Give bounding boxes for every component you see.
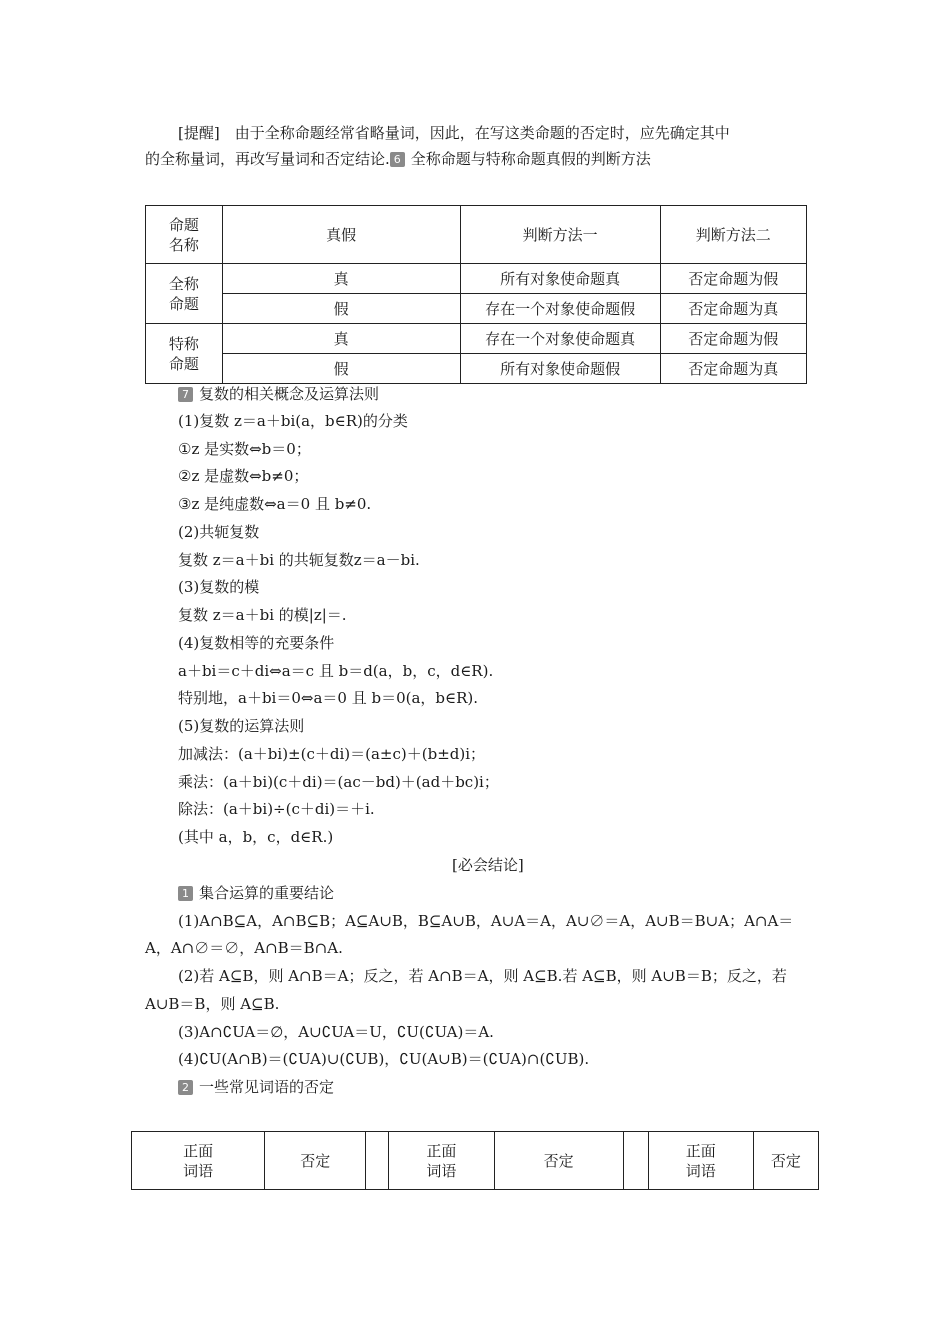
complex-line: (5)复数的运算法则: [178, 717, 305, 735]
complex-line: 加减法：(a＋bi)±(c＋di)＝(a±c)＋(b±d)i；: [178, 745, 486, 763]
complex-line: (2)共轭复数: [178, 523, 260, 541]
table2-spacer: [623, 1132, 648, 1190]
complex-line: 特别地，a＋bi＝0⇔a＝0 且 b＝0(a，b∈R).: [178, 689, 479, 707]
table2-header-positive: 正面 词语: [132, 1132, 265, 1190]
table2-header-positive: 正面 词语: [389, 1132, 494, 1190]
table1-cell: 假: [222, 294, 460, 324]
complex-line: (1)复数 z＝a＋bi(a，b∈R)的分类: [178, 412, 408, 430]
table1-cell: 存在一个对象使命题真: [460, 324, 660, 354]
set-line: (4)∁U(A∩B)＝(∁UA)∪(∁UB)，∁U(A∪B)＝(∁UA)∩(∁UB).: [178, 1050, 590, 1068]
section-7-title: 复数的相关概念及运算法则: [199, 385, 380, 403]
reminder-line-2-text: 的全称量词，再改写量词和否定结论.: [145, 150, 390, 168]
complex-line: ②z 是虚数⇔b≠0；: [178, 467, 309, 485]
section-6-title: 全称命题与特称命题真假的判断方法: [410, 150, 651, 168]
set-line: (1)A∩B⊆A，A∩B⊆B；A⊆A∪B，B⊆A∪B，A∪A＝A，A∪∅＝A，A∪B＝B∪A；A∩A＝: [178, 912, 794, 930]
complex-line: a＋bi＝c＋di⇔a＝c 且 b＝d(a，b，c，d∈R).: [178, 662, 494, 680]
table1-header-method1: 判断方法一: [460, 206, 660, 264]
set-line: (3)A∩∁UA＝∅，A∪∁UA＝U，∁U(∁UA)＝A.: [178, 1023, 494, 1041]
complex-line: 复数 z＝a＋bi 的共轭复数z＝a－bi.: [178, 551, 420, 569]
table2-header-negation: 否定: [265, 1132, 366, 1190]
set-line: A∪B＝B，则 A⊆B.: [145, 995, 280, 1013]
table1-cell: 真: [222, 264, 460, 294]
complex-line: 复数 z＝a＋bi 的模|z|＝.: [178, 606, 347, 624]
complex-line: (4)复数相等的充要条件: [178, 634, 335, 652]
complex-line: (3)复数的模: [178, 578, 260, 596]
reminder-line-1: [提醒] 由于全称命题经常省略量词，因此，在写这类命题的否定时，应先确定其中: [178, 124, 730, 142]
table1-cell: 否定命题为真: [660, 354, 806, 384]
section-7-heading: [178, 384, 379, 404]
table1-cell: 存在一个对象使命题假: [460, 294, 660, 324]
conclusion-1-badge: 1: [178, 886, 193, 901]
table1-cell: 否定命题为假: [660, 324, 806, 354]
section-6-badge: 6: [390, 152, 405, 167]
conclusion-2-badge: 2: [178, 1080, 193, 1095]
table1-cell: 所有对象使命题真: [460, 264, 660, 294]
table2-spacer: [366, 1132, 389, 1190]
complex-line: (其中 a，b，c，d∈R.): [178, 828, 334, 846]
conclusion-2-title: 一些常见词语的否定: [199, 1078, 335, 1096]
table1-cell: 否定命题为真: [660, 294, 806, 324]
table1-cell: 否定命题为假: [660, 264, 806, 294]
table2-header-negation: 否定: [753, 1132, 818, 1190]
table1-header-truth: 真假: [222, 206, 460, 264]
table1-cell: 假: [222, 354, 460, 384]
complex-line: 乘法：(a＋bi)(c＋di)＝(ac－bd)＋(ad＋bc)i；: [178, 773, 499, 791]
table1-group-universal: 全称 命题: [146, 264, 223, 324]
reminder-line-2: [145, 149, 651, 169]
table2-header-negation: 否定: [494, 1132, 623, 1190]
complex-line: 除法：(a＋bi)÷(c＋di)＝＋i.: [178, 800, 375, 818]
table1-group-existential: 特称 命题: [146, 324, 223, 384]
conclusion-title: [必会结论]: [452, 856, 524, 874]
complex-line: ①z 是实数⇔b＝0；: [178, 440, 311, 458]
conclusion-2-heading: [178, 1077, 334, 1097]
table1-header-method2: 判断方法二: [660, 206, 806, 264]
conclusion-1-heading: [178, 883, 334, 903]
set-line: (2)若 A⊆B，则 A∩B＝A；反之，若 A∩B＝A，则 A⊆B.若 A⊆B，则 A∪B＝B；反之，若: [178, 967, 787, 985]
table1-cell: 所有对象使命题假: [460, 354, 660, 384]
complex-line: ③z 是纯虚数⇔a＝0 且 b≠0.: [178, 495, 372, 513]
table2-header-positive: 正面 词语: [648, 1132, 753, 1190]
table1-cell: 真: [222, 324, 460, 354]
negation-table: [131, 1131, 819, 1190]
conclusion-1-title: 集合运算的重要结论: [199, 884, 335, 902]
table1-header-name: 命题 名称: [146, 206, 223, 264]
truth-judgement-table: [145, 205, 807, 384]
set-line: A，A∩∅＝∅，A∩B＝B∩A.: [145, 939, 343, 957]
section-7-badge: 7: [178, 387, 193, 402]
